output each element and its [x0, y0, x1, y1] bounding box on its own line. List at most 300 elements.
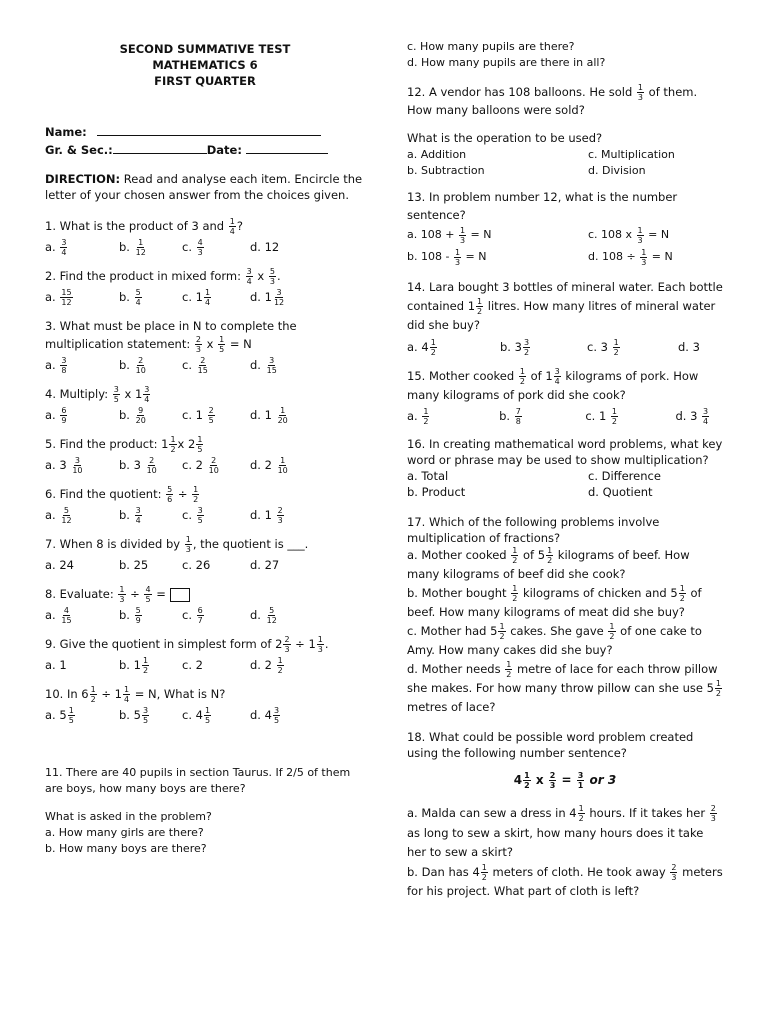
fraction-denominator: 12: [61, 298, 72, 307]
fraction: [135, 288, 142, 307]
question-stem: 7. When 8 is divided by $\frac{1}{3}$ , the quotient is ___.: [45, 535, 309, 554]
fraction: [637, 226, 644, 245]
fraction-numerator: 1: [481, 862, 487, 872]
choice-a[interactable]: a. How many girls are there?: [45, 826, 204, 839]
fraction-denominator: 3: [197, 248, 203, 257]
fraction: [481, 863, 488, 882]
fraction-denominator: 1: [577, 781, 584, 790]
choice-d[interactable]: d. Mother needs $\frac{1}{2}$ metre of lace for each throw pillow she makes. For how many throw pillow can she use 5 $\frac{1}{2}$ metres of lace?: [407, 660, 721, 714]
fraction-numerator: 1: [277, 656, 283, 665]
choice-c[interactable]: c. $\frac{2}{15}$: [182, 356, 208, 375]
fraction: [204, 288, 211, 307]
fraction-denominator: 9: [61, 416, 67, 425]
fraction-denominator: 4: [135, 516, 141, 525]
choice-b[interactable]: b. $\frac{2}{10}$: [119, 356, 146, 375]
fraction: [197, 506, 204, 525]
fraction-denominator: 10: [208, 466, 219, 475]
choice-c[interactable]: c. 1 $\frac{1}{2}$: [585, 407, 618, 426]
direction-label: DIRECTION:: [45, 172, 121, 186]
fraction: [613, 338, 620, 357]
fraction-denominator: 5: [113, 395, 119, 404]
fraction-numerator: 1: [506, 660, 512, 669]
fraction: [283, 635, 290, 654]
grade-field[interactable]: [113, 141, 207, 154]
fraction-denominator: 2: [499, 632, 505, 641]
question-stem: 5. Find the product: 1 $\frac{1}{2}$ x 2 $\frac{1}{5}$: [45, 435, 203, 454]
question-prompt: What is asked in the problem?: [45, 810, 212, 823]
choice-d[interactable]: d. 12: [250, 240, 280, 254]
fraction-numerator: 1: [679, 584, 685, 593]
fraction: [166, 485, 173, 504]
fraction-numerator: 1: [142, 656, 149, 665]
fraction-numerator: 6: [61, 406, 67, 415]
fraction: [608, 622, 615, 641]
fraction: [196, 435, 203, 454]
fraction-numerator: 2: [208, 406, 214, 415]
question-stem: 16. In creating mathematical word problems, what key word or phrase may be used to show multiplication?: [407, 437, 723, 467]
question-stem: 4. Multiply: $\frac{3}{5}$ x 1 $\frac{3}{4}$: [45, 385, 150, 404]
fraction: [71, 456, 83, 475]
choice-c[interactable]: c. Difference: [588, 469, 661, 483]
grade-label: Gr. & Sec.:: [45, 143, 113, 157]
choice-b[interactable]: b. Dan has 4 $\frac{1}{2}$ meters of cloth. He took away $\frac{2}{3}$ meters for his project. What part of cloth is left?: [407, 862, 723, 898]
fraction-denominator: 10: [277, 466, 288, 475]
fraction-numerator: 1: [454, 247, 461, 257]
fraction-denominator: 4: [135, 298, 141, 307]
fraction-denominator: 20: [277, 416, 288, 425]
fraction: [135, 238, 147, 257]
question-13: [407, 189, 723, 268]
fraction-denominator: 3: [195, 345, 201, 354]
answer-choices: [45, 455, 365, 475]
fraction: [277, 456, 289, 475]
fraction-numerator: 1: [524, 771, 530, 780]
fraction-denominator: 4: [123, 695, 130, 704]
fraction-numerator: 1: [430, 338, 436, 347]
fraction-numerator: 1: [280, 456, 286, 465]
fraction-denominator: 2: [481, 872, 487, 882]
fraction-denominator: 3: [185, 545, 191, 554]
choice-b[interactable]: b. How many boys are there?: [45, 842, 207, 855]
question-1: [45, 217, 365, 257]
fraction-denominator: 2: [512, 556, 518, 565]
fraction: [197, 238, 204, 257]
fraction-denominator: 3: [671, 872, 677, 882]
fraction: [118, 585, 125, 604]
fraction-denominator: 15: [266, 366, 277, 375]
fraction-numerator: 1: [193, 485, 199, 494]
fraction-numerator: 6: [197, 606, 203, 615]
answer-choices: [407, 147, 723, 179]
fraction-numerator: 3: [577, 771, 584, 780]
choice-d[interactable]: d. Quotient: [588, 485, 653, 499]
fraction: [144, 585, 151, 604]
fraction-denominator: 12: [266, 616, 277, 625]
answer-box[interactable]: [170, 588, 190, 602]
question-prompt: What is the operation to be used?: [407, 130, 603, 145]
choice-a[interactable]: a. $\frac{5}{12}$: [45, 506, 72, 525]
question-stem: 10. In 6 $\frac{1}{2}$ ÷ 1 $\frac{1}{4}$ = N, What is N?: [45, 685, 226, 704]
fraction: [60, 606, 72, 625]
fraction-numerator: 5: [135, 606, 141, 615]
question-stem: 18. What could be possible word problem created using the following number sentence?: [407, 730, 694, 760]
question-2: [45, 267, 365, 307]
fraction-denominator: 3: [269, 277, 275, 286]
choice-a[interactable]: a. $\frac{6}{9}$: [45, 406, 67, 425]
fraction-denominator: 2: [523, 348, 530, 357]
fraction-numerator: 1: [613, 338, 619, 347]
fraction: [197, 606, 204, 625]
choice-b[interactable]: b. Subtraction: [407, 164, 485, 177]
fraction-numerator: 5: [269, 606, 275, 615]
question-stem: 6. Find the quotient: $\frac{5}{6}$ ÷ $\frac{1}{2}$: [45, 485, 199, 504]
choice-c[interactable]: c. Mother had 5 $\frac{1}{2}$ cakes. She gave $\frac{1}{2}$ of one cake to Amy. How many cakes did she buy?: [407, 622, 702, 657]
fraction-numerator: 1: [185, 535, 191, 544]
question-4: [45, 385, 365, 425]
fraction: [459, 226, 466, 245]
fraction-denominator: 15: [61, 616, 72, 625]
choice-c[interactable]: c. 2: [182, 658, 203, 672]
header-title: SECOND SUMMATIVE TEST: [119, 42, 291, 56]
left-column: [45, 0, 365, 857]
question-stem: 14. Lara bought 3 bottles of mineral water. Each bottle contained 1 $\frac{1}{2}$ litres. How many litres of mineral water did she buy?: [407, 280, 723, 332]
choice-d[interactable]: d. 27: [250, 558, 280, 572]
choice-d[interactable]: d. 108 ÷ $\frac{1}{3}$ = N: [588, 247, 673, 267]
fraction: [60, 288, 72, 307]
fraction-numerator: 2: [138, 356, 144, 365]
fraction: [60, 506, 72, 525]
answer-choices: [45, 287, 365, 307]
fraction-denominator: 6: [167, 495, 173, 504]
fraction-numerator: 1: [641, 247, 647, 257]
fraction: [123, 685, 130, 704]
choice-b[interactable]: b. $\frac{3}{4}$: [119, 506, 141, 525]
answer-choices: [45, 405, 365, 425]
question-stem: 12. A vendor has 108 balloons. He sold $\frac{1}{3}$ of them. How many balloons were sold?: [407, 83, 698, 117]
choice-a[interactable]: a. 1: [45, 658, 67, 672]
fraction: [476, 297, 483, 316]
question-stem: 17. Which of the following problems involve multiplication of fractions?: [407, 515, 660, 545]
fraction-denominator: 4: [61, 248, 67, 257]
choice-a[interactable]: a. $\frac{4}{15}$: [45, 606, 72, 625]
fraction-denominator: 2: [679, 594, 685, 603]
choice-a[interactable]: a. Addition: [407, 148, 467, 161]
name-label: Name:: [45, 125, 87, 139]
fraction: [454, 248, 461, 267]
fraction-numerator: 2: [671, 862, 677, 872]
right-column: [407, 0, 723, 902]
choice-a[interactable]: a. Mother cooked $\frac{1}{2}$ of 5 $\frac{1}{2}$ kilograms of beef. How many kilograms of beef did she cook?: [407, 546, 690, 581]
fraction-denominator: 2: [524, 781, 530, 790]
fraction-denominator: 2: [506, 670, 512, 679]
fraction: [269, 267, 276, 286]
fraction: [266, 606, 278, 625]
fraction: [523, 771, 531, 790]
fraction-denominator: 3: [549, 781, 556, 790]
fraction-numerator: 1: [204, 288, 211, 297]
fraction-denominator: 10: [146, 466, 157, 475]
answer-choices: [45, 555, 365, 575]
choice-a[interactable]: a. $\frac{1}{2}$: [407, 407, 429, 426]
fraction-denominator: 2: [90, 695, 96, 704]
choice-b[interactable]: b. 108 - $\frac{1}{3}$ = N: [407, 247, 487, 267]
choice-c[interactable]: c. 26: [182, 558, 211, 572]
fraction: [135, 406, 147, 425]
fraction-denominator: 4: [204, 298, 211, 307]
date-field[interactable]: [246, 141, 328, 154]
fraction: [430, 338, 437, 357]
question-17: [407, 514, 723, 717]
fraction: [229, 217, 236, 236]
fraction-denominator: 2: [715, 689, 721, 698]
choice-d[interactable]: d. $\frac{3}{15}$: [250, 356, 277, 375]
choice-b[interactable]: b. 25: [119, 558, 149, 572]
fraction-numerator: 1: [715, 679, 721, 688]
choice-a[interactable]: a. $\frac{15}{12}$: [45, 288, 72, 307]
fraction: [523, 338, 530, 357]
fraction: [578, 804, 585, 823]
fraction-numerator: 4: [197, 238, 203, 247]
choice-d[interactable]: d. $\frac{5}{12}$: [250, 606, 277, 625]
choice-c[interactable]: c. $\frac{6}{7}$: [182, 606, 203, 625]
test-header: [45, 0, 365, 89]
fraction-denominator: 4: [229, 227, 235, 236]
fraction: [554, 367, 561, 386]
fraction-denominator: 2: [578, 814, 584, 823]
fraction-denominator: 4: [246, 277, 252, 286]
choice-c[interactable]: c. 1 $\frac{1}{4}$: [182, 288, 211, 307]
number-sentence: 4 $\frac{1}{2}$ x $\frac{2}{3}$ = $\frac{3}{1}$ or 3: [513, 771, 617, 790]
question-11-continued: [407, 39, 723, 71]
fraction-denominator: 3: [317, 645, 323, 654]
fraction: [143, 385, 150, 404]
choice-d[interactable]: d. 1 $\frac{2}{3}$: [250, 506, 283, 525]
fraction-numerator: 1: [499, 622, 505, 631]
fraction-numerator: 3: [523, 338, 530, 347]
fraction-numerator: 1: [519, 367, 525, 376]
fraction-numerator: 1: [123, 685, 130, 694]
choice-b[interactable]: b. Mother bought $\frac{1}{2}$ kilograms of chicken and 5 $\frac{1}{2}$ of beef. How many kilograms of meat did she buy?: [407, 584, 702, 619]
choice-a[interactable]: a. $\frac{3}{4}$: [45, 238, 67, 257]
choice-a[interactable]: a. $\frac{3}{8}$: [45, 356, 67, 375]
question-stem: 8. Evaluate: $\frac{1}{3}$ ÷ $\frac{4}{5}$ =: [45, 585, 365, 604]
choice-a[interactable]: a. 4 $\frac{1}{2}$: [407, 338, 436, 357]
fraction-numerator: 3: [61, 356, 67, 365]
fraction: [640, 248, 647, 267]
choice-d[interactable]: d. How many pupils are there in all?: [407, 56, 606, 69]
choice-d[interactable]: d. Division: [588, 164, 646, 177]
student-info: [45, 123, 365, 159]
directions: [45, 171, 365, 203]
fraction-denominator: 20: [135, 416, 146, 425]
choice-b[interactable]: b. 1 $\frac{1}{2}$: [119, 656, 149, 675]
choice-b[interactable]: b. 3 $\frac{3}{2}$: [500, 338, 530, 357]
fraction-numerator: 3: [273, 706, 280, 715]
fraction: [546, 546, 553, 565]
choice-d[interactable]: d. 4 $\frac{3}{5}$: [250, 706, 280, 725]
fraction-numerator: 15: [61, 288, 72, 297]
fraction-numerator: 2: [710, 804, 716, 813]
answer-choices: [45, 655, 365, 675]
choice-c[interactable]: c. 3 $\frac{1}{2}$: [587, 338, 619, 357]
fraction-denominator: 15: [197, 366, 208, 375]
fraction-denominator: 2: [193, 495, 199, 504]
fraction-denominator: 3: [641, 257, 647, 267]
fraction-numerator: 1: [229, 217, 235, 226]
fraction: [277, 656, 284, 675]
fraction: [218, 335, 225, 354]
fraction-denominator: 2: [519, 377, 525, 386]
choice-c[interactable]: c. 108 x $\frac{1}{3}$ = N: [588, 225, 670, 245]
fraction-numerator: 4: [63, 606, 69, 615]
fraction-numerator: 1: [611, 407, 618, 416]
question-3: [45, 317, 365, 375]
header-quarter: FIRST QUARTER: [154, 74, 256, 88]
question-6: [45, 485, 365, 525]
fraction-denominator: 4: [144, 395, 150, 404]
fraction-numerator: 2: [284, 635, 290, 644]
choice-b[interactable]: b. $\frac{5}{4}$: [119, 288, 141, 307]
choice-d[interactable]: d. 3 $\frac{3}{4}$: [675, 407, 709, 426]
choice-c[interactable]: c. 1 $\frac{2}{5}$: [182, 406, 214, 425]
fraction-numerator: 2: [549, 771, 556, 780]
choice-c[interactable]: c. 2 $\frac{2}{10}$: [182, 456, 219, 475]
fraction-denominator: 5: [197, 516, 203, 525]
fraction-denominator: 8: [515, 417, 521, 426]
fraction-denominator: 5: [273, 716, 280, 725]
choice-c[interactable]: c. How many pupils are there?: [407, 40, 575, 53]
fraction-denominator: 3: [119, 595, 125, 604]
fraction-numerator: 9: [138, 406, 144, 415]
fraction-denominator: 12: [61, 516, 72, 525]
fraction: [702, 407, 709, 426]
fraction: [511, 546, 518, 565]
choice-b[interactable]: b. $\frac{1}{12}$: [119, 238, 146, 257]
fraction-numerator: 1: [138, 238, 144, 247]
question-16: [407, 436, 723, 500]
fraction: [68, 706, 75, 725]
answer-choices: [45, 355, 365, 375]
question-stem: 11. There are 40 pupils in section Taurus. If 2/5 of them are boys, how many boys are there?: [45, 766, 351, 795]
fraction-numerator: 3: [135, 506, 141, 515]
question-stem: 3. What must be place in N to complete the multiplication statement: $\frac{2}{3}$ x $\frac{1}{5}$ = N: [45, 319, 297, 354]
choice-a[interactable]: a. 3 $\frac{3}{10}$: [45, 456, 83, 475]
fraction: [135, 356, 147, 375]
question-11: [45, 765, 365, 857]
fraction-numerator: 3: [61, 238, 67, 247]
direction-text: Read and analyse each item. Encircle the letter of your chosen answer from the choices given.: [45, 172, 363, 202]
choice-a[interactable]: a. 24: [45, 558, 74, 572]
choice-c[interactable]: c. 4 $\frac{1}{5}$: [182, 706, 211, 725]
fraction-numerator: 2: [195, 335, 201, 344]
choice-a[interactable]: a. Malda can sew a dress in 4 $\frac{1}{2}$ hours. If it takes her $\frac{2}{3}$ as long to sew a skirt, how many hours does it take her to sew a skirt?: [407, 804, 716, 859]
fraction-denominator: 3: [277, 516, 283, 525]
fraction: [637, 83, 644, 102]
fraction-numerator: 3: [113, 385, 119, 394]
question-15: [407, 367, 723, 426]
choice-b[interactable]: b. 5 $\frac{3}{5}$: [119, 706, 149, 725]
choice-a[interactable]: a. Total: [407, 469, 449, 483]
choice-c[interactable]: c. $\frac{4}{3}$: [182, 238, 203, 257]
fraction-denominator: 2: [613, 348, 619, 357]
fraction: [90, 685, 97, 704]
choice-d[interactable]: d. 2 $\frac{1}{2}$: [250, 656, 283, 675]
question-5: [45, 435, 365, 475]
fraction-numerator: 1: [637, 225, 643, 235]
fraction-numerator: 2: [149, 456, 155, 465]
question-18: [407, 729, 723, 902]
fraction: [679, 584, 686, 603]
fraction: [135, 606, 142, 625]
fraction-numerator: 1: [119, 585, 125, 594]
choice-b[interactable]: b. 3 $\frac{2}{10}$: [119, 456, 157, 475]
fraction-numerator: 1: [280, 406, 286, 415]
fraction: [273, 288, 285, 307]
fraction: [519, 367, 526, 386]
fraction: [204, 706, 211, 725]
choice-b[interactable]: b. $\frac{9}{20}$: [119, 406, 146, 425]
answer-choices: [407, 337, 723, 357]
choice-c[interactable]: c. $\frac{3}{5}$: [182, 506, 203, 525]
fraction-denominator: 2: [547, 556, 553, 565]
fraction: [710, 804, 717, 823]
fraction-denominator: 3: [710, 814, 716, 823]
fraction: [577, 771, 585, 790]
fraction-numerator: 3: [144, 385, 150, 394]
question-stem: 13. In problem number 12, what is the number sentence?: [407, 190, 678, 222]
choice-d[interactable]: d. 1 $\frac{3}{12}$: [250, 288, 285, 307]
choice-d[interactable]: d. 1 $\frac{1}{20}$: [250, 406, 288, 425]
answer-choices: [45, 605, 365, 625]
fraction-denominator: 8: [61, 366, 67, 375]
fraction-numerator: 1: [547, 546, 553, 555]
fraction: [192, 485, 199, 504]
fraction-denominator: 4: [703, 417, 709, 426]
fraction-denominator: 2: [170, 445, 176, 454]
choice-a[interactable]: a. 108 + $\frac{1}{3}$ = N: [407, 225, 492, 245]
fraction-denominator: 5: [219, 345, 225, 354]
fraction-denominator: 3: [284, 645, 290, 654]
answer-choices: [45, 505, 365, 525]
choice-b[interactable]: b. $\frac{5}{9}$: [119, 606, 141, 625]
fraction-denominator: 5: [142, 716, 149, 725]
fraction-denominator: 2: [142, 666, 149, 675]
fraction-denominator: 2: [512, 594, 518, 603]
fraction-numerator: 3: [74, 456, 80, 465]
fraction-numerator: 1: [204, 706, 211, 715]
choice-c[interactable]: c. Multiplication: [588, 148, 675, 161]
choice-a[interactable]: a. 5 $\frac{1}{5}$: [45, 706, 74, 725]
choice-b[interactable]: b. $\frac{7}{8}$: [499, 407, 521, 426]
choice-b[interactable]: b. Product: [407, 485, 466, 499]
name-field[interactable]: [97, 123, 321, 136]
fraction-numerator: 7: [515, 407, 521, 416]
fraction-numerator: 1: [197, 435, 203, 444]
fraction-numerator: 4: [145, 585, 151, 594]
fraction: [273, 706, 280, 725]
question-10: [45, 685, 365, 725]
fraction-numerator: 1: [637, 83, 643, 92]
fraction-denominator: 3: [637, 235, 643, 245]
fraction-numerator: 3: [276, 288, 282, 297]
choice-d[interactable]: d. 3: [678, 340, 700, 354]
fraction: [422, 407, 429, 426]
fraction-numerator: 1: [423, 407, 429, 416]
fraction: [197, 356, 209, 375]
choice-d[interactable]: d. 2 $\frac{1}{10}$: [250, 456, 288, 475]
fraction-numerator: 1: [170, 435, 176, 444]
fraction: [277, 406, 289, 425]
